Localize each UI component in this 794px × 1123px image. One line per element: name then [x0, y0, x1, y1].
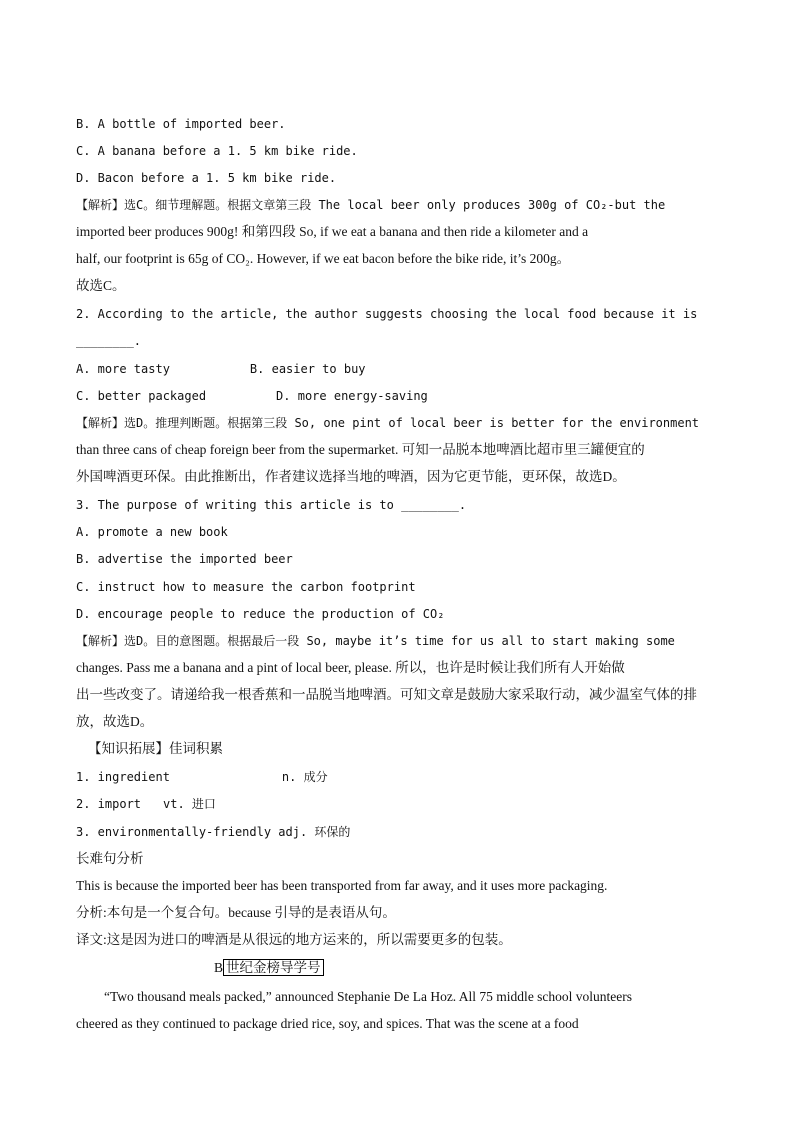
long-sentence-translation: 译文:这是因为进口的啤酒是从很远的地方运来的，所以需要更多的包装。: [76, 932, 512, 947]
q1-analysis-line-3: half, our footprint is 65g of CO₂. However, if we eat bacon before the bike ride, it’s 200g。: [76, 251, 571, 266]
vocab-meaning: n. 成分: [281, 770, 328, 784]
q2-options-row-1: [76, 361, 366, 377]
q3-analysis-line-2: changes. Pass me a banana and a pint of local beer, please. 所以，也许是时候让我们所有人开始做: [76, 660, 625, 675]
long-sentence-analysis: 分析:本句是一个复合句。because 引导的是表语从句。: [76, 905, 396, 920]
q2-question-line-2: ________.: [76, 334, 142, 348]
q1-option-c: C. A banana before a 1. 5 km bike ride.: [76, 144, 358, 158]
q2-option-a: A. more tasty: [76, 362, 170, 376]
vocab-word: 3. environmentally-friendly adj. 环保的: [76, 825, 351, 839]
q3-option-d: D. encourage people to reduce the production of CO₂: [76, 607, 445, 621]
q3-question: 3. The purpose of writing this article is to ________.: [76, 498, 467, 512]
passage-b-label: B: [214, 960, 224, 975]
q3-option-a: A. promote a new book: [76, 525, 228, 539]
q1-analysis-line-2: imported beer produces 900g! 和第四段 So, if we eat a banana and then ride a kilometer and a: [76, 224, 589, 239]
q2-analysis-line-2: than three cans of cheap foreign beer from the supermarket. 可知一品脱本地啤酒比超市里三罐便宜的: [76, 442, 645, 457]
vocab-word: 1. ingredient: [76, 770, 170, 784]
q1-option-d: D. Bacon before a 1. 5 km bike ride.: [76, 171, 337, 185]
q2-options-row-2: [76, 388, 428, 404]
q3-analysis-line-3: 出一些改变了。请递给我一根香蕉和一品脱当地啤酒。可知文章是鼓励大家采取行动，减少温室气体的排: [76, 687, 697, 702]
q2-analysis-line-3: 外国啤酒更环保。由此推断出，作者建议选择当地的啤酒，因为它更节能，更环保，故选D。: [76, 469, 626, 484]
q2-option-d: D. more energy-saving: [276, 389, 428, 403]
vocab-item: [76, 796, 216, 812]
knowledge-heading: 【知识拓展】佳词积累: [88, 741, 223, 756]
q3-option-c: C. instruct how to measure the carbon footprint: [76, 580, 416, 594]
vocab-meaning: vt. 进口: [163, 797, 216, 811]
q3-option-b: B. advertise the imported beer: [76, 552, 293, 566]
watermark-stamp: 世纪金榜导学号: [223, 959, 324, 976]
q1-analysis-line-1: 【解析】选C。细节理解题。根据文章第三段 The local beer only produces 300g of CO₂-but the: [76, 198, 666, 212]
passage-b-header: [214, 960, 324, 976]
long-sentence-text: This is because the imported beer has been transported from far away, and it uses more packaging.: [76, 878, 608, 893]
q1-option-b: B. A bottle of imported beer.: [76, 117, 286, 131]
q2-analysis-line-1: 【解析】选D。推理判断题。根据第三段 So, one pint of local beer is better for the environment: [76, 416, 700, 430]
vocab-item: [76, 824, 350, 840]
vocab-item: [76, 769, 328, 785]
q2-option-b: B. easier to buy: [249, 362, 366, 376]
q3-analysis-line-1: 【解析】选D。目的意图题。根据最后一段 So, maybe it’s time for us all to start making some: [76, 634, 675, 648]
q2-option-c: C. better packaged: [76, 389, 207, 403]
q3-analysis-line-4: 放，故选D。: [76, 714, 154, 729]
long-sentence-heading: 长难句分析: [76, 851, 144, 866]
q2-question-line-1: 2. According to the article, the author suggests choosing the local food because it is: [76, 307, 698, 321]
vocab-word: 2. import: [76, 797, 142, 811]
passage-b-line-2: cheered as they continued to package dried rice, soy, and spices. That was the scene at a food: [76, 1016, 579, 1031]
q1-analysis-line-4: 故选C。: [76, 278, 126, 293]
passage-b-line-1: “Two thousand meals packed,” announced Stephanie De La Hoz. All 75 middle school volunteers: [104, 989, 633, 1004]
